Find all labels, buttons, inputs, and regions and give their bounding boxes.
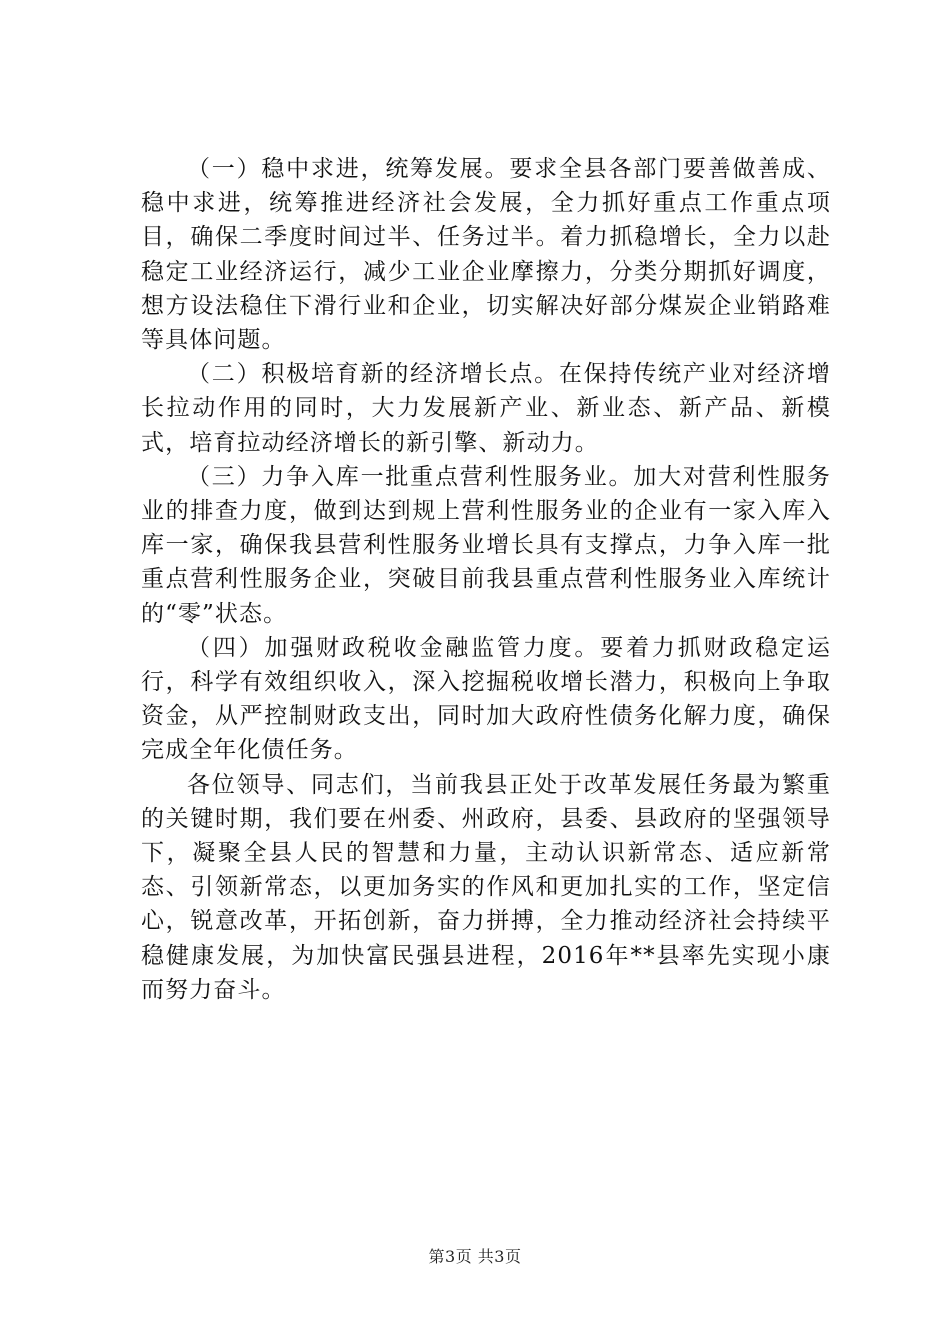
paragraph-1: （一）稳中求进，统筹发展。要求全县各部门要善做善成、稳中求进，统筹推进经济社会发展，全力抓好重点工作重点项目，确保二季度时间过半、任务过半。着力抓稳增长，全力以赴稳定工业经济运行，减少工业企业摩擦力，分类分期抓好调度，想方设法稳住下滑行业和企业，切实解决好部分煤炭企业销路难等具体问题。 <box>141 156 831 354</box>
paragraph-2: （二）积极培育新的经济增长点。在保持传统产业对经济增长拉动作用的同时，大力发展新产业、新业态、新产品、新模式，培育拉动经济增长的新引擎、新动力。 <box>141 361 831 456</box>
paragraph-5: 各位领导、同志们，当前我县正处于改革发展任务最为繁重的关键时期，我们要在州委、州政府，县委、县政府的坚强领导下，凝聚全县人民的智慧和力量，主动认识新常态、适应新常态、引领新常态，以更加务实的作风和更加扎实的工作，坚定信心，锐意改革，开拓创新，奋力拼搏，全力推动经济社会持续平稳健康发展，为加快富民强县进程，2016年**县率先实现小康而努力奋斗。 <box>141 771 831 1003</box>
document-body <box>141 152 831 1007</box>
paragraph-3: （三）力争入库一批重点营利性服务业。加大对营利性服务业的排查力度，做到达到规上营利性服务业的企业有一家入库入库一家，确保我县营利性服务业增长具有支撑点，力争入库一批重点营利性服务企业，突破目前我县重点营利性服务业入库统计的“零”状态。 <box>141 463 831 627</box>
paragraph-4: （四）加强财政税收金融监管力度。要着力抓财政稳定运行，科学有效组织收入，深入挖掘税收增长潜力，积极向上争取资金，从严控制财政支出，同时加大政府性债务化解力度，确保完成全年化债任务。 <box>141 634 831 764</box>
page-footer: 第3页 共3页 <box>428 1247 522 1266</box>
